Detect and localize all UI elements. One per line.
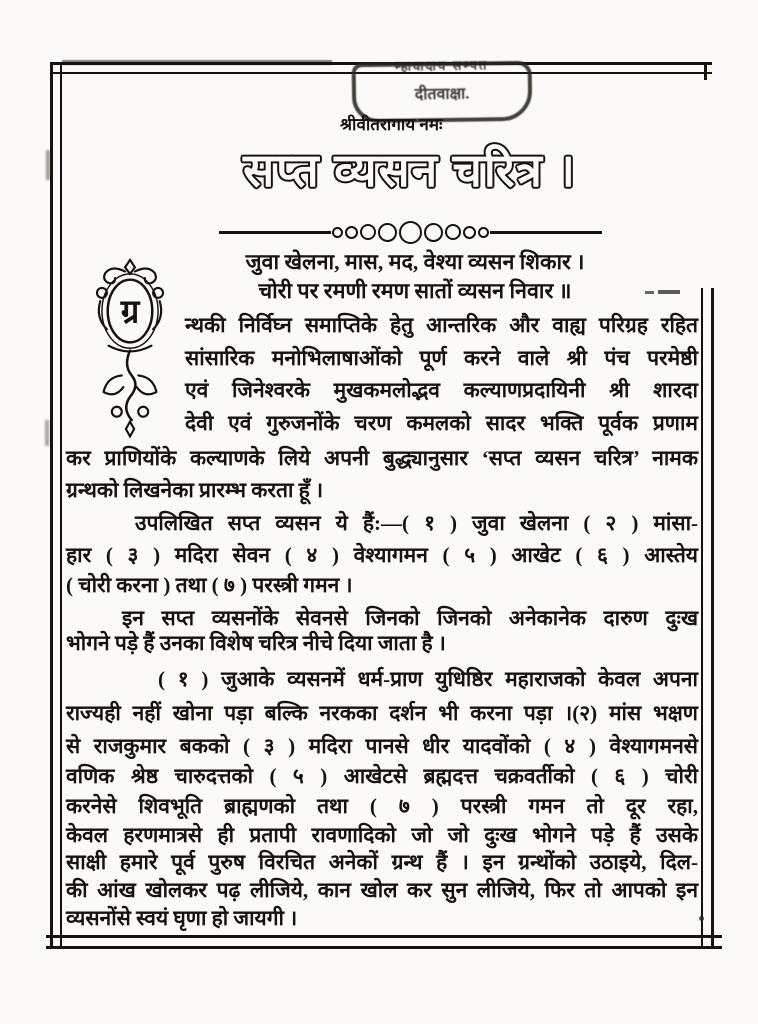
body-line: हार ( ३ ) मदिरा सेवन ( ४ ) वेश्यागमन ( ५ ) आखेट ( ६ ) आस्तेय: [66, 543, 698, 567]
page-border-right-corner: [704, 63, 707, 80]
body-line: सांसारिक मनोभिलाषाओंको पूर्ण करने वाले श्री पंच परमेष्ठी: [185, 346, 698, 370]
divider-rule-right: [490, 231, 602, 234]
body-line: व्यसनोंसे स्वयं घृणा हो जायगी ।: [66, 906, 298, 930]
body-line: देवी एवं गुरुजनोंके चरण कमलको सादर भक्ति पूर्वक प्रणाम: [185, 411, 698, 435]
scan-artifact: [645, 291, 654, 294]
scan-artifact: [699, 916, 704, 921]
body-line: राज्यही नहीं खोना पड़ा बल्कि नरकका दर्शन भी करना पड़ा ।(२) मांस भक्षण: [66, 701, 698, 725]
dropcap-ornament: [88, 250, 172, 448]
stamp-text-top: म्हावादाय सम्पत: [394, 57, 489, 74]
divider-ring: [399, 221, 422, 244]
couplet-line-1: जुवा खेलना, मास, मद, वेश्या व्यसन शिकार ।: [245, 250, 585, 274]
divider-ring: [478, 227, 489, 238]
body-line: ग्रन्थको लिखनेका प्रारम्भ करता हूँ ।: [66, 478, 324, 502]
scan-artifact: [62, 60, 332, 65]
body-line: कर प्राणियोंके कल्याणके लिये अपनी बुद्ध्यानुसार ‘सप्त व्यसन चरित्र’ नामक: [66, 446, 698, 470]
body-line: ( चोरी करना ) तथा ( ७ ) परस्त्री गमन ।: [66, 573, 353, 597]
divider-rule-left: [219, 231, 331, 234]
invocation-text: श्रीवीतरागाय नमः: [340, 115, 443, 134]
body-line: केवल हरणमात्रसे ही प्रतापी रावणादिको जो जो दुःख भोगने पड़े हैं उसके: [66, 823, 698, 847]
divider-ring: [332, 227, 343, 238]
body-line: भोगने पड़े हैं उनका विशेष चरित्र नीचे दिया जाता है ।: [66, 631, 446, 655]
ornament-divider: [150, 221, 670, 243]
body-line: इन सप्त व्यसनोंके सेवनसे जिनको जिनको अनेकानेक दारुण दुःख: [122, 606, 698, 630]
divider-ring: [463, 226, 476, 239]
body-line: की आंख खोलकर पढ़ लीजिये, कान खोल कर सुन लीजिये, फिर तो आपको इन: [66, 878, 698, 902]
body-line: साक्षी हमारे पूर्व पुरुष विरचित अनेकों ग्रन्थ हैं । इन ग्रन्थोंको उठाइये, दिल-: [66, 850, 698, 874]
body-line: न्थकी निर्विघ्न समाप्तिके हेतु आन्तरिक और वाह्य परिग्रह रहित: [185, 313, 698, 337]
scan-artifact: [46, 150, 50, 180]
page-border-bottom: [46, 935, 722, 949]
body-line: उपलिखित सप्त व्यसन ये हैं:—( १ ) जुवा खेलना ( २ ) मांसा-: [135, 511, 698, 535]
divider-ring: [345, 226, 358, 239]
scan-artifact: [658, 290, 680, 294]
divider-ring: [424, 223, 443, 242]
page-title: सप्त व्यसन चरित्र ।: [243, 145, 577, 196]
divider-ring: [378, 223, 397, 242]
page-border-left: [50, 62, 62, 947]
stamp-text-center: दीतवाक्षा.: [414, 85, 470, 104]
page-border-right: [701, 288, 714, 947]
divider-ring: [360, 224, 376, 240]
body-line: करनेसे शिवभूति ब्राह्मणको तथा ( ७ ) परस्त्री गमन तो दूर रहा,: [66, 794, 698, 818]
dropcap-letter: ग्र: [120, 294, 140, 331]
couplet-line-2: चोरी पर रमणी रमण सातों व्यसन निवार ॥: [258, 279, 572, 303]
body-line: एवं जिनेश्वरके मुखकमलोद्भव कल्याणप्रदायिनी श्री शारदा: [185, 378, 698, 402]
divider-ring: [445, 224, 461, 240]
body-line: ( १ ) जुआके व्यसनमें धर्म-प्राण युधिष्ठिर महाराजको केवल अपना: [158, 667, 698, 691]
body-line: से राजकुमार बकको ( ३ ) मदिरा पानसे धीर यादवोंको ( ४ ) वेश्यागमनसे: [66, 734, 698, 758]
body-line: वणिक श्रेष्ठ चारुदत्तको ( ५ ) आखेटसे ब्रह्मदत्त चक्रवर्तीको ( ६ ) चोरी: [66, 764, 698, 788]
verse-couplet: [180, 248, 650, 306]
scan-artifact: [45, 420, 49, 446]
